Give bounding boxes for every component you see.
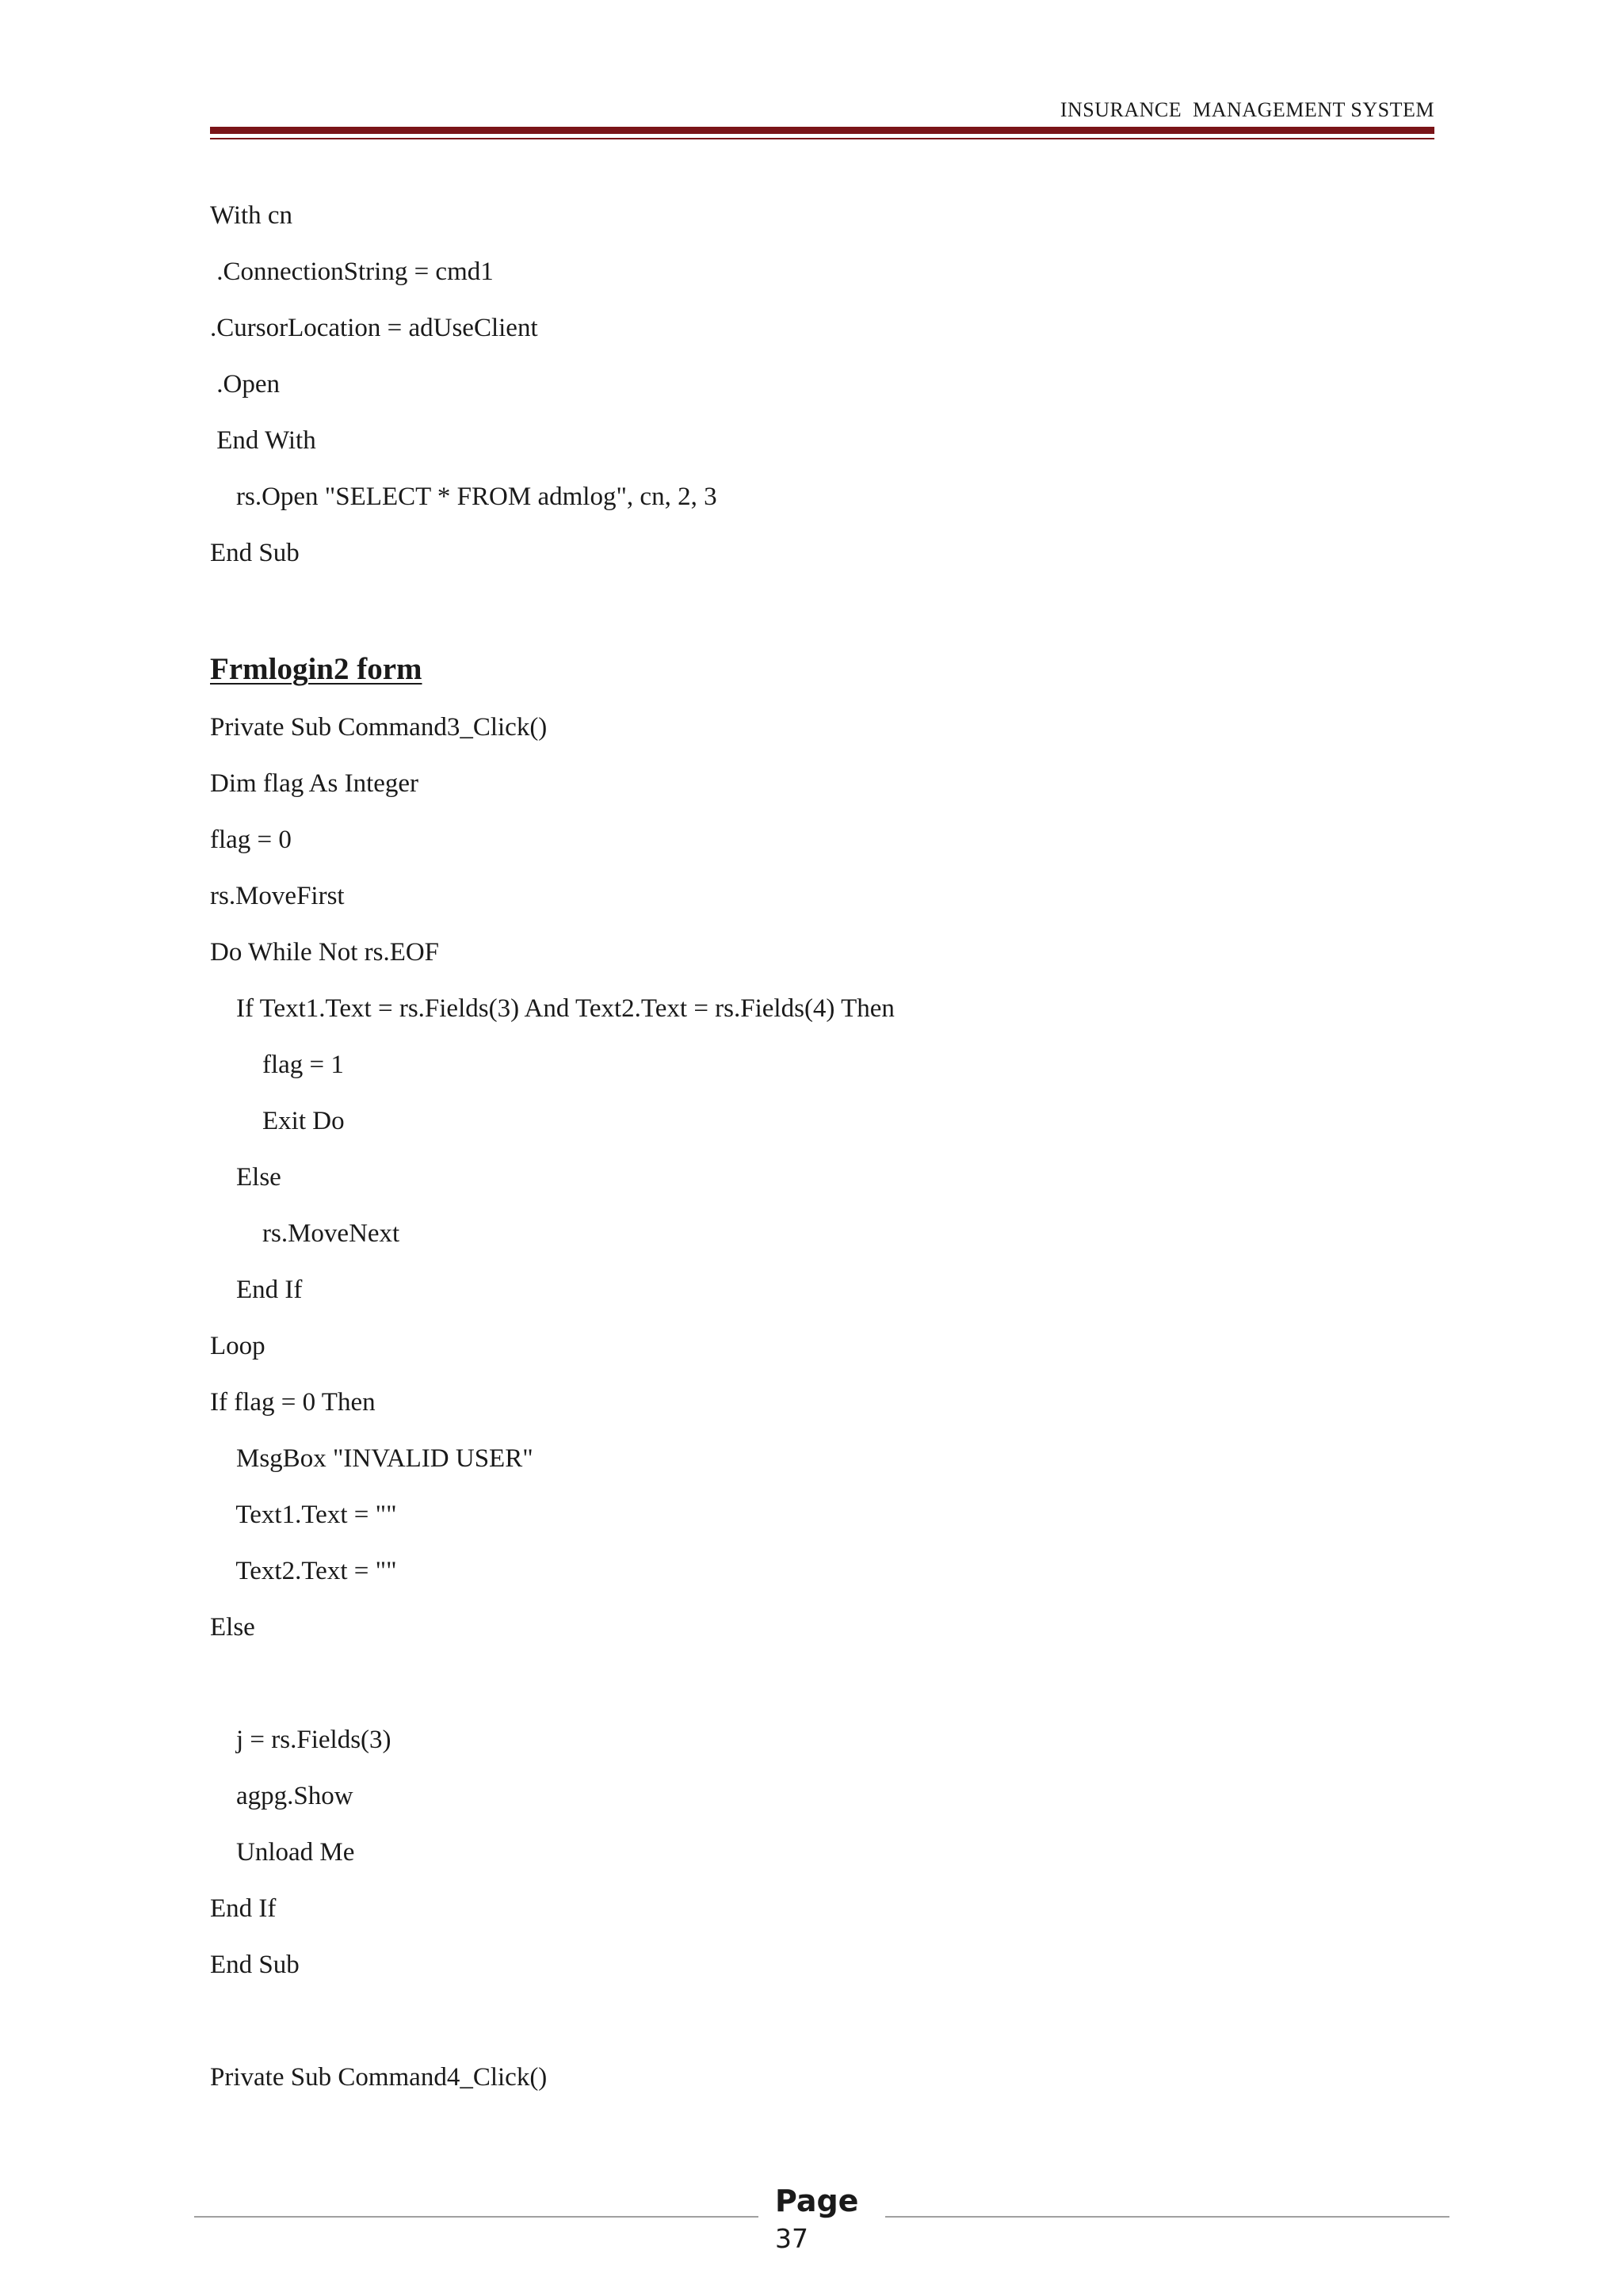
code-line: Exit Do [210,1107,345,1135]
code-line: End With [210,426,316,455]
code-line: .CursorLocation = adUseClient [210,314,538,342]
code-line: If Text1.Text = rs.Fields(3) And Text2.Text = rs.Fields(4) Then [210,994,895,1023]
code-line: End Sub [210,539,300,567]
page-label: Page [775,2183,859,2218]
code-line: Else [210,1613,255,1642]
code-line: Do While Not rs.EOF [210,938,440,967]
code-line: rs.Open "SELECT * FROM admlog", cn, 2, 3 [210,482,717,511]
code-line: Private Sub Command4_Click() [210,2063,548,2092]
code-line: flag = 1 [210,1051,344,1079]
code-line: rs.MoveFirst [210,882,345,910]
code-line: End Sub [210,1951,300,1979]
code-line: Text1.Text = "" [210,1501,397,1529]
section-heading: Frmlogin2 form [210,652,422,686]
code-line: .Open [210,370,280,399]
code-line: agpg.Show [210,1782,353,1810]
footer-rule-left [194,2216,758,2218]
code-line: j = rs.Fields(3) [210,1726,391,1754]
code-line: rs.MoveNext [210,1219,400,1248]
code-line: Unload Me [210,1838,355,1867]
code-line: Else [210,1163,281,1192]
code-line: flag = 0 [210,826,292,854]
code-line: With cn [210,201,293,230]
code-line: End If [210,1276,303,1304]
header-rule-thin [210,138,1434,139]
page-number: 37 [775,2223,808,2254]
header-rule-thick [210,127,1434,134]
code-line: Private Sub Command3_Click() [210,713,548,742]
code-line: .ConnectionString = cmd1 [210,257,494,286]
code-line: MsgBox "INVALID USER" [210,1444,533,1473]
header-title: INSURANCE MANAGEMENT SYSTEM [1060,98,1434,121]
code-line: Text2.Text = "" [210,1557,397,1585]
code-line: Dim flag As Integer [210,769,419,798]
code-line: End If [210,1894,277,1923]
footer-rule-right [885,2216,1449,2218]
code-line: Loop [210,1332,265,1360]
code-line: If flag = 0 Then [210,1388,376,1417]
